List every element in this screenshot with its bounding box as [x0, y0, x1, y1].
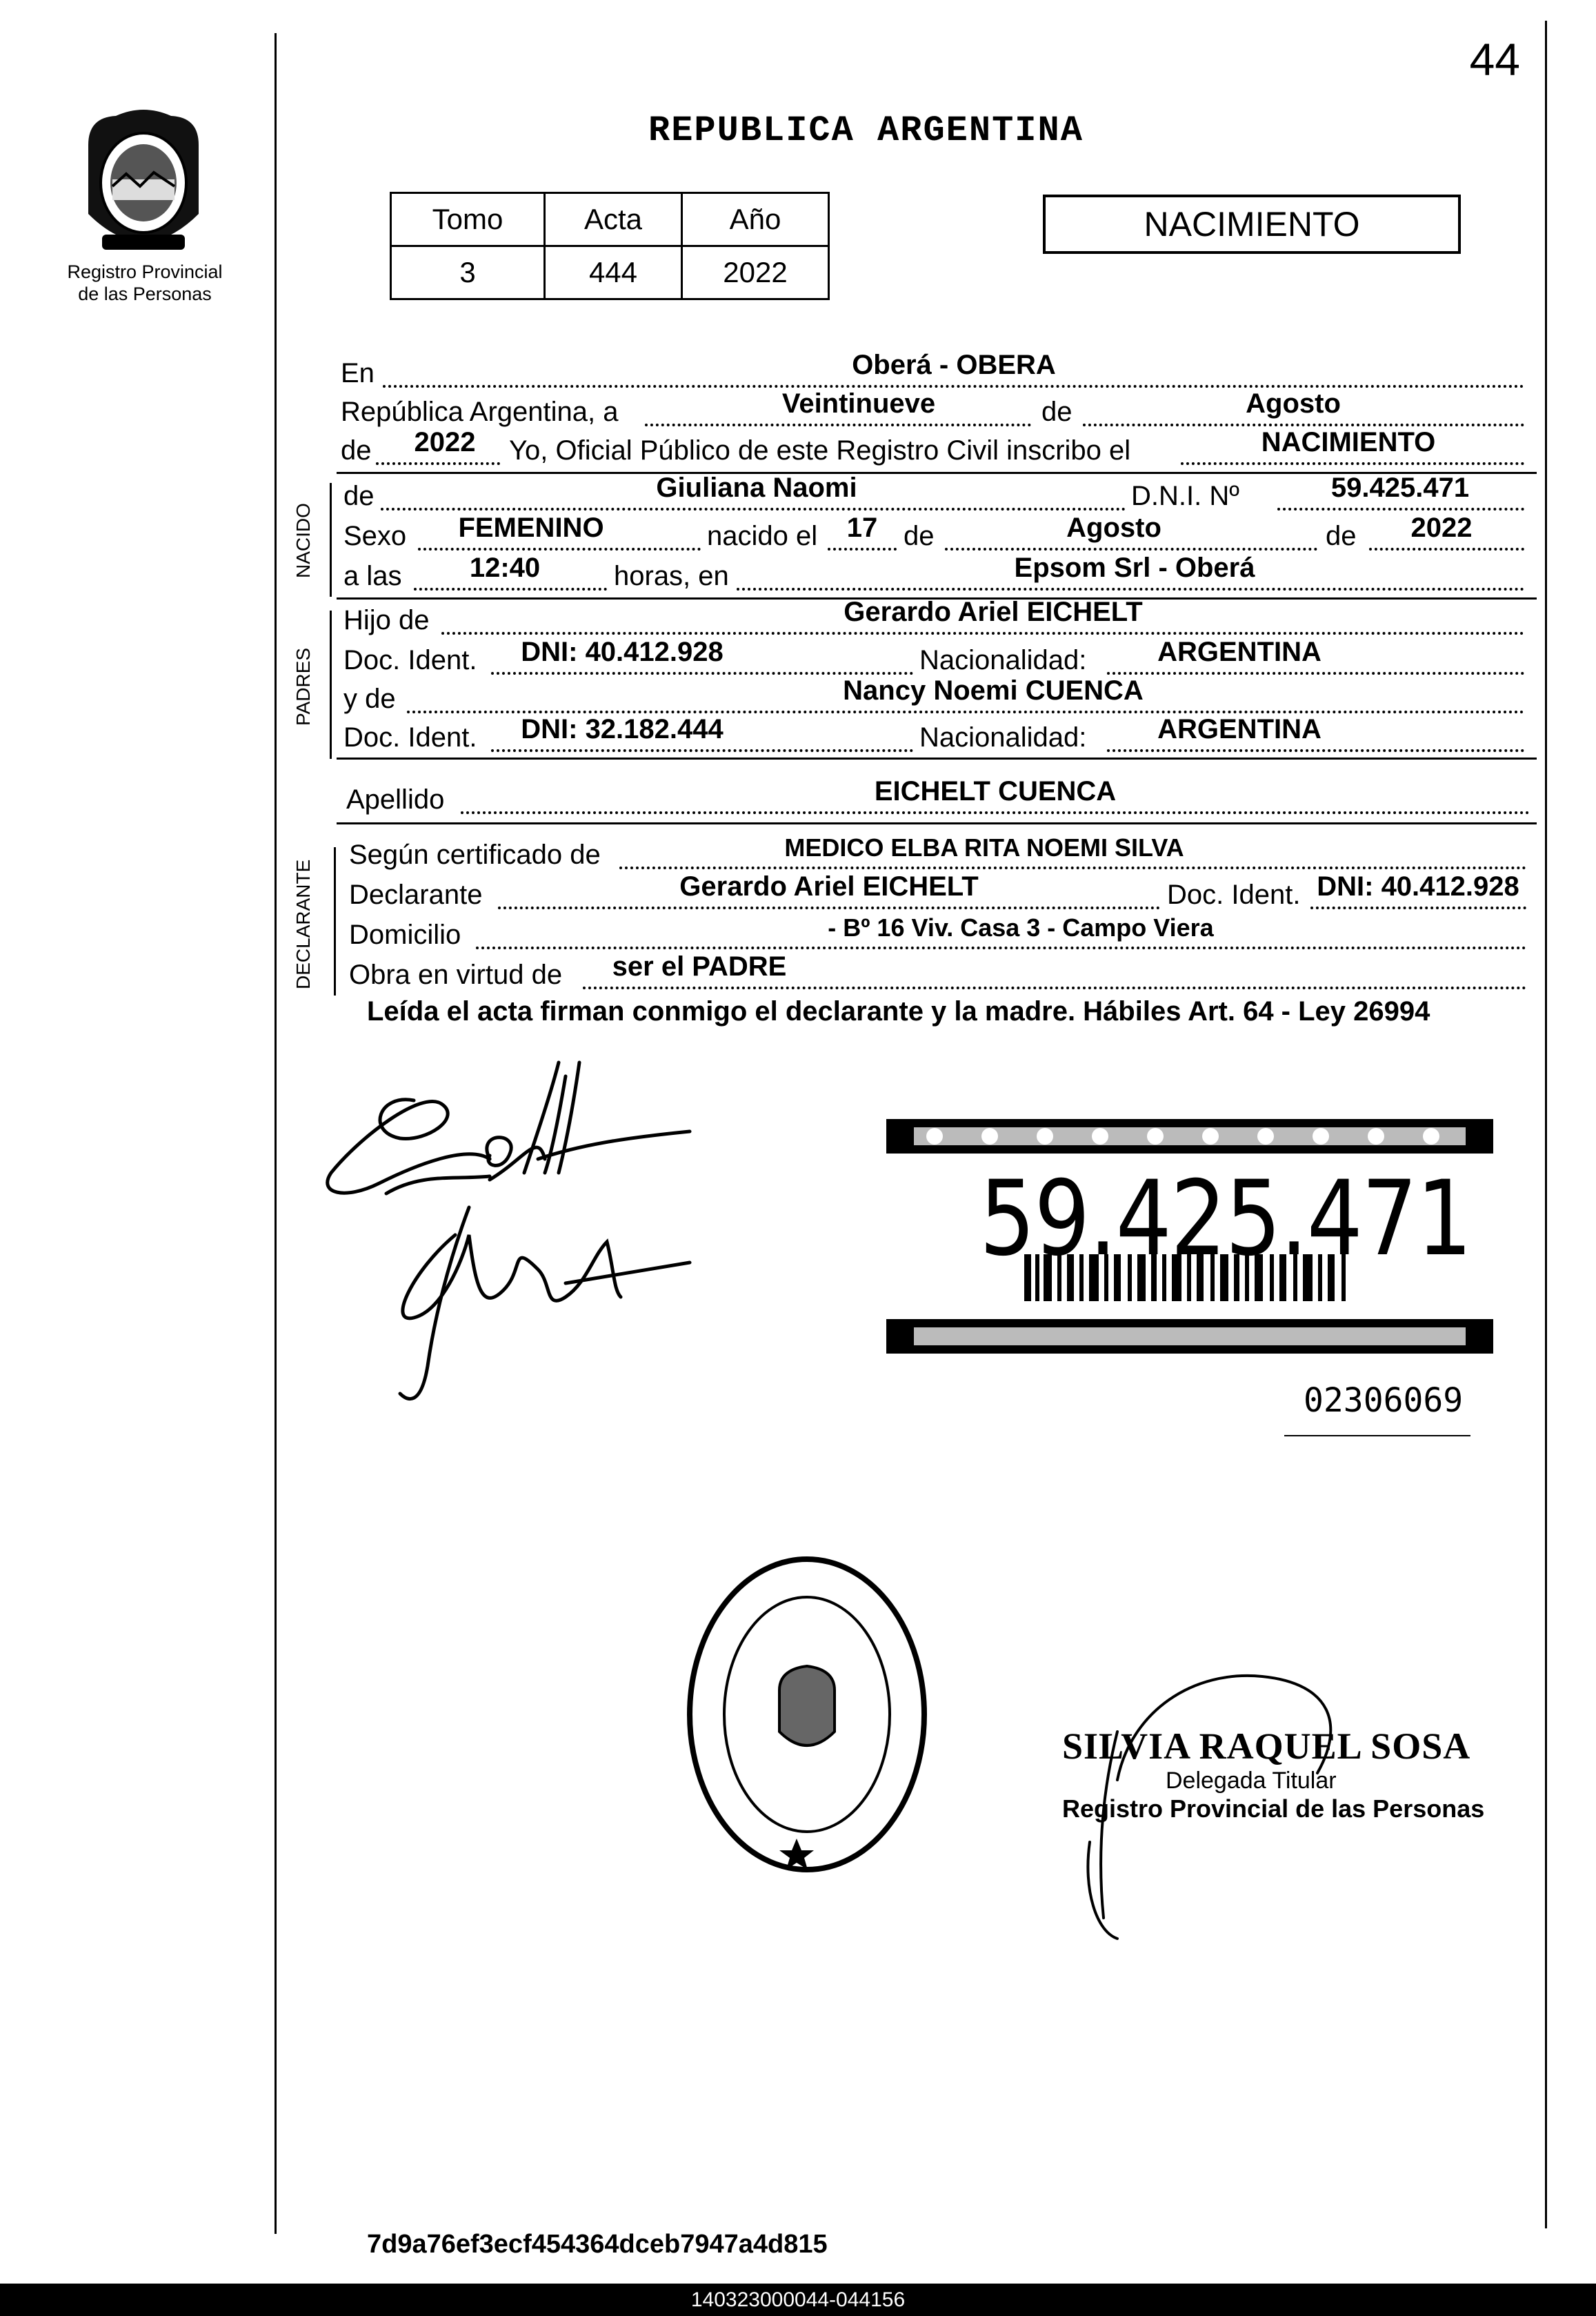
declarante-side-label: DECLARANTE	[292, 859, 314, 989]
obra-row	[0, 951, 1596, 996]
serial-number: 02306069	[1304, 1381, 1464, 1420]
registry-line2: de las Personas	[78, 284, 212, 304]
nacido-el-label: nacido el	[707, 521, 818, 551]
section-divider-3	[337, 758, 1537, 760]
domicilio-row	[0, 915, 1596, 956]
year-row	[0, 427, 1596, 472]
birth-de1: de	[904, 521, 935, 551]
page-number: 44	[1469, 34, 1520, 85]
year-text: Yo, Oficial Público de este Registro Civil inscribo el	[509, 435, 1131, 466]
father-doc-label: Doc. Ident.	[343, 645, 477, 675]
father-name: Gerardo Ariel EICHELT	[844, 597, 1143, 627]
birth-year: 2022	[1410, 513, 1473, 543]
nacido-name-row	[0, 473, 1596, 517]
closing-note: Leída el acta firman conmigo el declarante y la madre. Hábiles Art. 64 - Ley 26994	[367, 996, 1430, 1027]
date-day: Veintinueve	[781, 388, 936, 419]
official-role: Delegada Titular	[1166, 1768, 1337, 1794]
section-divider-4	[337, 822, 1537, 824]
declarant-signature-icon	[317, 1035, 704, 1421]
declarante-doc-label: Doc. Ident.	[1167, 880, 1301, 910]
mother-doc-label: Doc. Ident.	[343, 722, 477, 753]
child-dni: 59.425.471	[1330, 473, 1470, 503]
acta-value: 444	[545, 246, 682, 299]
apellido-label: Apellido	[346, 784, 445, 815]
mother-nationality: ARGENTINA	[1157, 714, 1321, 744]
father-doc-row	[0, 637, 1596, 682]
sexo-label: Sexo	[343, 521, 407, 551]
domicilio-value: - Bº 16 Viv. Casa 3 - Campo Viera	[828, 913, 1214, 942]
cert-label: Según certificado de	[349, 840, 601, 870]
hijo-de-label: Hijo de	[343, 605, 430, 635]
barcode-number: 59.425.471	[979, 1159, 1472, 1279]
father-nat-label: Nacionalidad:	[919, 645, 1087, 675]
official-name: SILVIA RAQUEL SOSA	[1062, 1725, 1471, 1767]
footer-id: 140323000044-044156	[0, 2284, 1596, 2316]
sexo-value: FEMENINO	[458, 513, 604, 543]
child-name: Giuliana Naomi	[656, 473, 857, 503]
place-label: En	[341, 358, 375, 388]
year-de: de	[341, 435, 372, 466]
obra-label: Obra en virtud de	[349, 960, 563, 990]
mother-nat-label: Nacionalidad:	[919, 722, 1087, 753]
horas-label: horas, en	[614, 561, 729, 591]
father-doc: DNI: 40.412.928	[521, 637, 724, 667]
date-prefix: República Argentina, a	[341, 397, 619, 427]
document-hash: 7d9a76ef3ecf454364dceb7947a4d815	[367, 2230, 828, 2259]
padres-side-label: PADRES	[292, 647, 314, 726]
anio-header: Año	[682, 193, 829, 246]
father-row	[0, 597, 1596, 642]
nacido-de-label: de	[343, 481, 375, 511]
declarante-label: Declarante	[349, 880, 483, 910]
year-record-value: NACIMIENTO	[1261, 427, 1436, 457]
anio-value: 2022	[682, 246, 829, 299]
domicilio-label: Domicilio	[349, 920, 461, 950]
apellido-row	[0, 776, 1596, 821]
place-value: Oberá - OBERA	[852, 350, 1056, 380]
document-title: REPUBLICA ARGENTINA	[648, 110, 1084, 151]
right-margin-line	[1545, 21, 1547, 2228]
mother-doc-row	[0, 714, 1596, 759]
birth-de2: de	[1326, 521, 1357, 551]
father-nationality: ARGENTINA	[1157, 637, 1321, 667]
declarante-row	[0, 871, 1596, 916]
registry-name	[41, 261, 248, 305]
official-org: Registro Provincial de las Personas	[1062, 1794, 1485, 1823]
nacido-time-row	[0, 553, 1596, 597]
record-table	[390, 192, 830, 300]
cert-row	[0, 835, 1596, 876]
date-month: Agosto	[1246, 388, 1341, 419]
y-de-label: y de	[343, 684, 396, 714]
a-las-label: a las	[343, 561, 402, 591]
birth-place: Epsom Srl - Oberá	[1014, 553, 1255, 583]
apellido-value: EICHELT CUENCA	[874, 776, 1117, 806]
declarante-doc: DNI: 40.412.928	[1317, 871, 1519, 902]
birth-month: Agosto	[1066, 513, 1161, 543]
official-block	[1062, 1725, 1484, 1823]
declarante-name: Gerardo Ariel EICHELT	[679, 871, 979, 902]
dni-label: D.N.I. Nº	[1131, 481, 1239, 511]
mother-row	[0, 675, 1596, 720]
birth-day: 17	[846, 513, 878, 543]
year-value: 2022	[414, 427, 476, 457]
nacido-side-label: NACIDO	[292, 503, 314, 578]
mother-name: Nancy Noemi CUENCA	[843, 675, 1144, 706]
misiones-crest-icon	[74, 97, 212, 262]
cert-value: MEDICO ELBA RITA NOEMI SILVA	[784, 833, 1184, 862]
registry-line1: Registro Provincial	[67, 261, 223, 282]
tomo-value: 3	[391, 246, 545, 299]
acta-header: Acta	[545, 193, 682, 246]
registry-seal-icon	[683, 1552, 931, 1877]
tomo-header: Tomo	[391, 193, 545, 246]
mother-doc: DNI: 32.182.444	[521, 714, 724, 744]
birth-time: 12:40	[469, 553, 541, 583]
record-type-box: NACIMIENTO	[1043, 195, 1461, 254]
date-de: de	[1041, 397, 1073, 427]
nacido-sex-row	[0, 513, 1596, 557]
obra-value: ser el PADRE	[612, 951, 787, 982]
serial-underline	[1284, 1435, 1470, 1436]
